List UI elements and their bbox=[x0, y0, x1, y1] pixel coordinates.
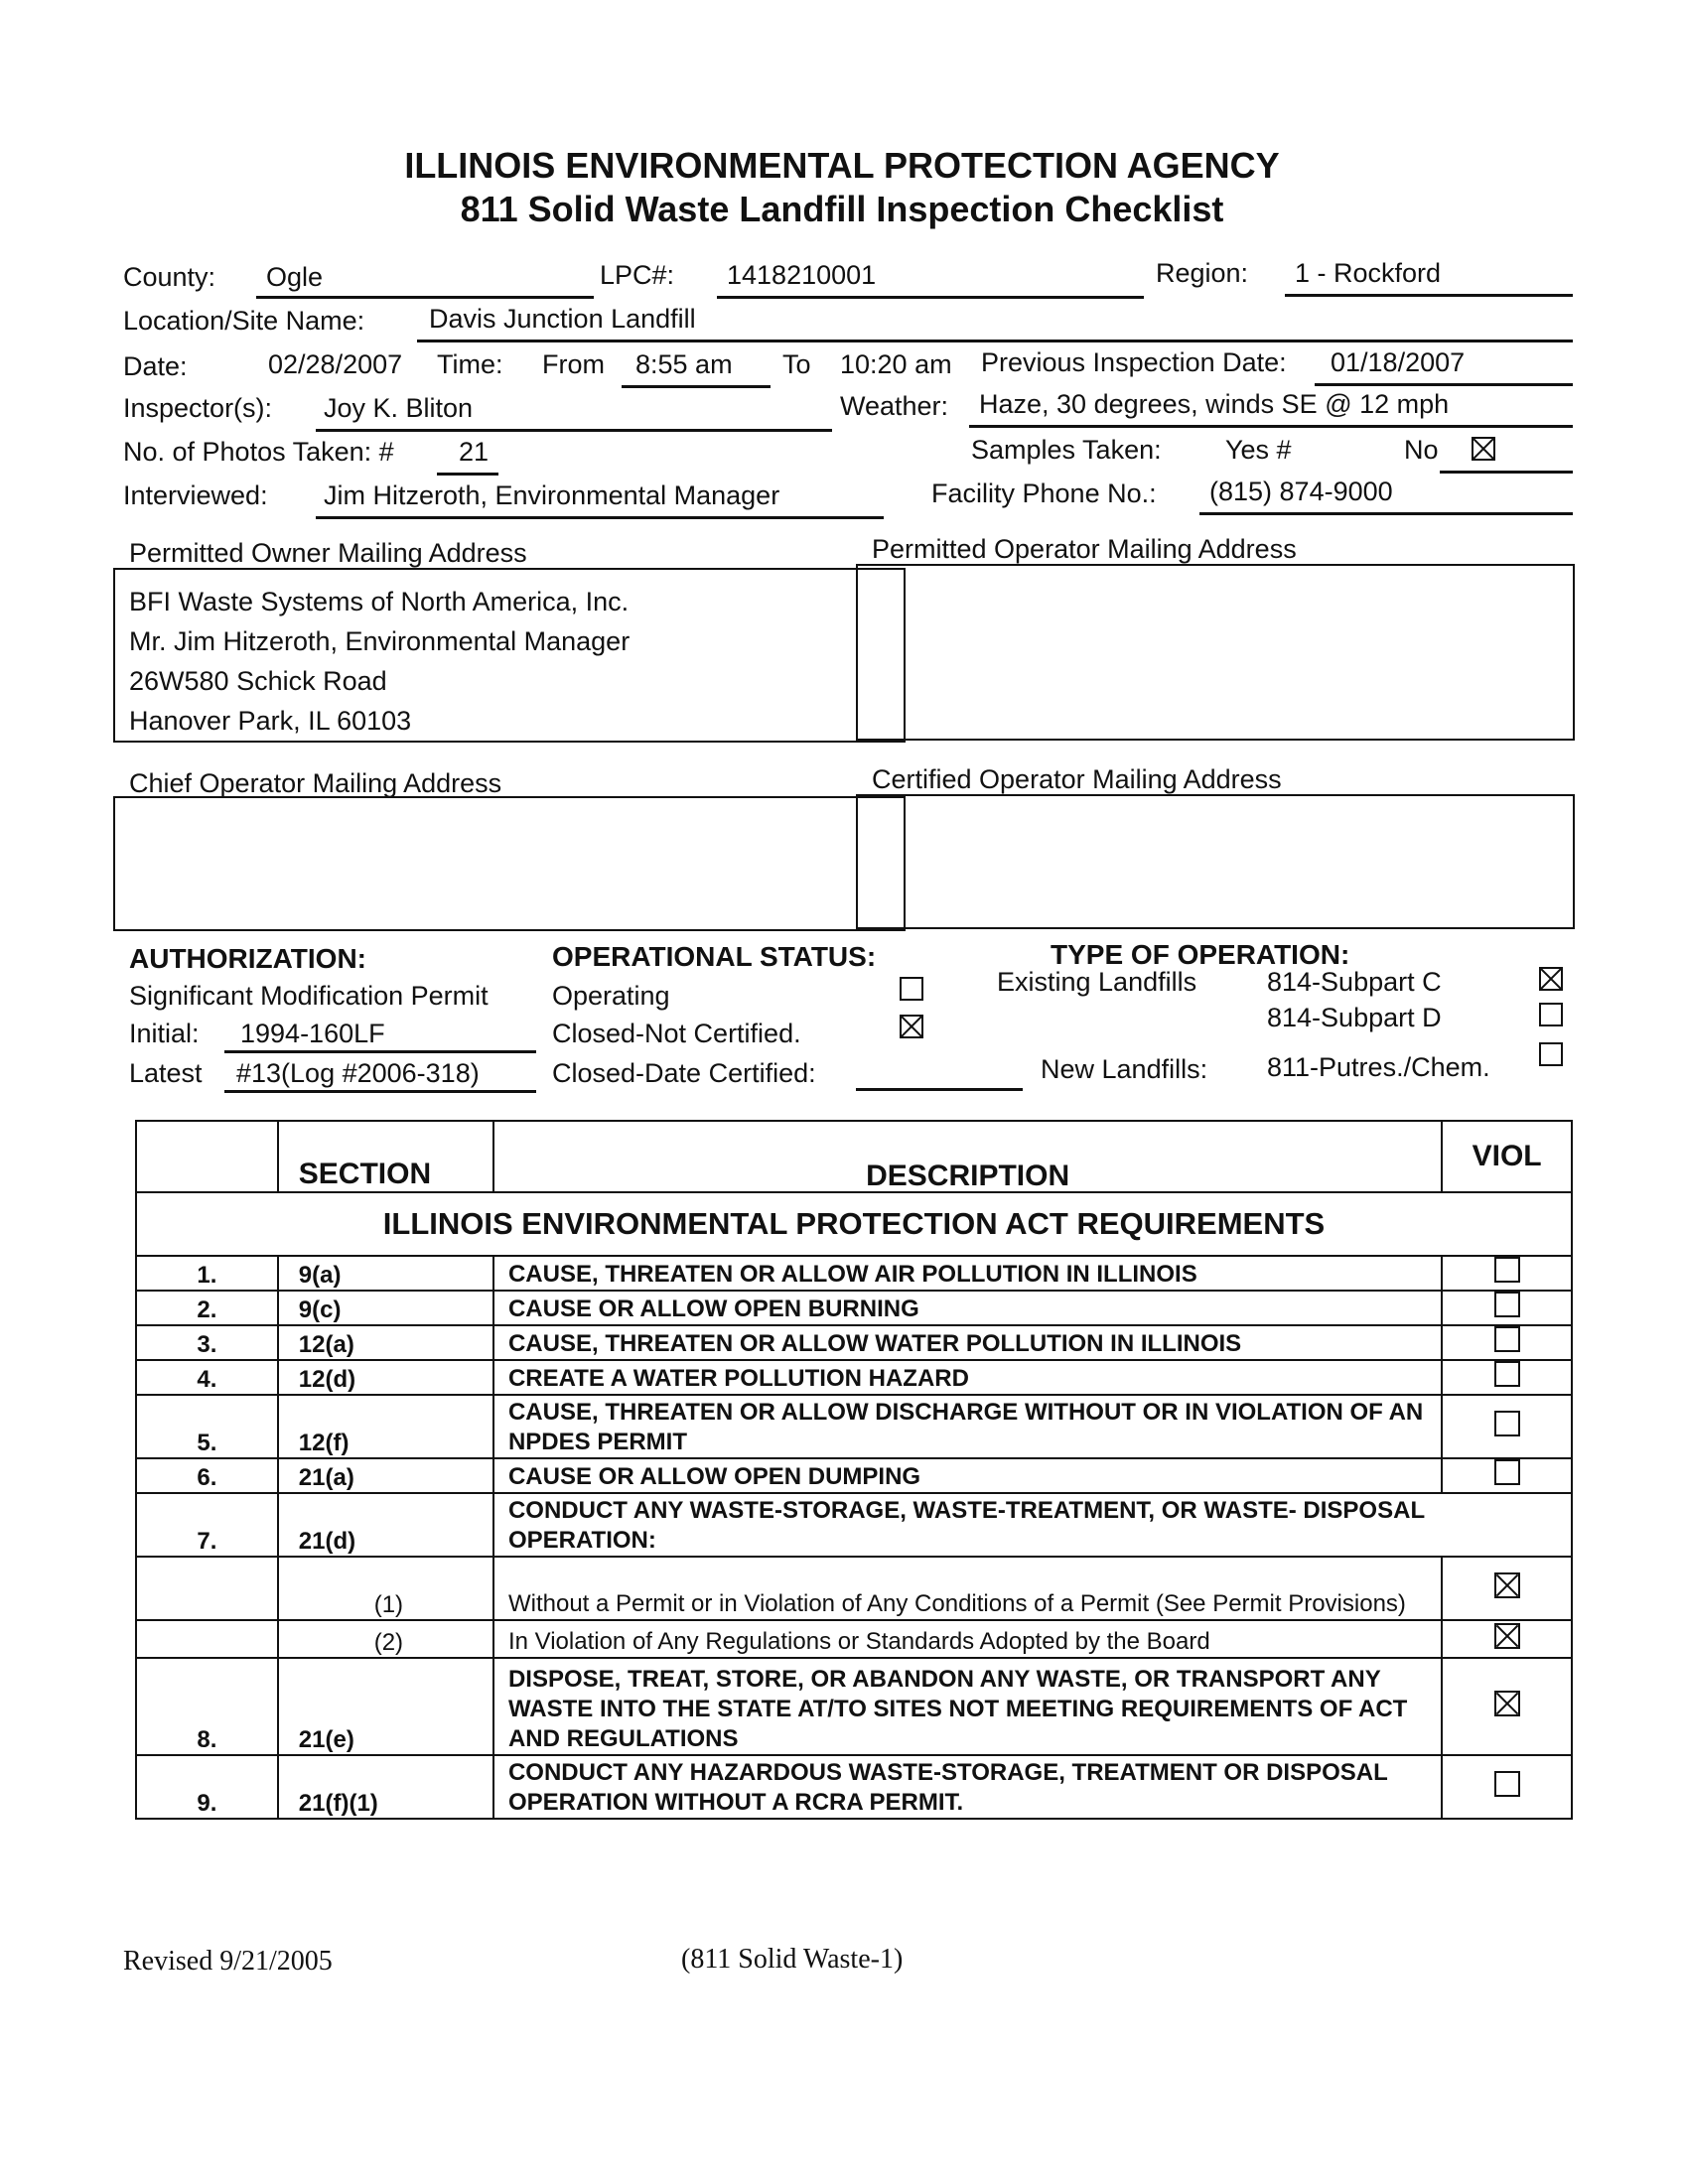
row-section: 12(d) bbox=[278, 1360, 493, 1395]
owner-line: 26W580 Schick Road bbox=[129, 666, 387, 696]
phone-value: (815) 874-9000 bbox=[1209, 477, 1393, 506]
row-section: 9(c) bbox=[278, 1291, 493, 1325]
subpart-d-label: 814-Subpart D bbox=[1267, 1003, 1442, 1032]
table-row bbox=[136, 1325, 1572, 1360]
owner-address-box bbox=[113, 568, 906, 743]
closed-not-certified-checkbox[interactable] bbox=[900, 1015, 923, 1038]
row-section: 21(d) bbox=[278, 1493, 493, 1557]
samples-yes-label: Yes # bbox=[1225, 435, 1292, 465]
chief-address-box bbox=[113, 796, 906, 931]
operating-label: Operating bbox=[552, 981, 670, 1011]
photos-label: No. of Photos Taken: # bbox=[123, 437, 394, 467]
date-label: Date: bbox=[123, 351, 188, 381]
row-description: CONDUCT ANY WASTE-STORAGE, WASTE-TREATMENT, OR WASTE- DISPOSAL OPERATION: bbox=[493, 1493, 1572, 1557]
county-label: County: bbox=[123, 262, 216, 292]
row-description: CONDUCT ANY HAZARDOUS WASTE-STORAGE, TREATMENT OR DISPOSAL OPERATION WITHOUT A RCRA PERMIT. bbox=[493, 1755, 1442, 1819]
operational-status-heading: OPERATIONAL STATUS: bbox=[552, 941, 877, 972]
row-description: CAUSE OR ALLOW OPEN BURNING bbox=[493, 1291, 1442, 1325]
table-banner-row bbox=[136, 1192, 1572, 1256]
owner-line: Mr. Jim Hitzeroth, Environmental Manager bbox=[129, 626, 631, 656]
time-label: Time: bbox=[437, 349, 503, 379]
phone-label: Facility Phone No.: bbox=[931, 478, 1157, 508]
operator-address-label: Permitted Operator Mailing Address bbox=[872, 534, 1297, 564]
col-viol: VIOL bbox=[1442, 1121, 1572, 1192]
row-description: CAUSE, THREATEN OR ALLOW AIR POLLUTION IN ILLINOIS bbox=[493, 1256, 1442, 1291]
region-label: Region: bbox=[1156, 258, 1249, 288]
lpc-label: LPC#: bbox=[600, 260, 675, 290]
initial-value: 1994-160LF bbox=[240, 1019, 385, 1048]
samples-no-label: No bbox=[1404, 435, 1439, 465]
row-description: CREATE A WATER POLLUTION HAZARD bbox=[493, 1360, 1442, 1395]
viol-checkbox[interactable] bbox=[1494, 1411, 1520, 1436]
viol-checkbox[interactable] bbox=[1494, 1572, 1520, 1598]
row-description: CAUSE, THREATEN OR ALLOW WATER POLLUTION IN ILLINOIS bbox=[493, 1325, 1442, 1360]
closed-not-certified-label: Closed-Not Certified. bbox=[552, 1019, 801, 1048]
viol-checkbox[interactable] bbox=[1494, 1257, 1520, 1283]
row-number: 9. bbox=[136, 1755, 278, 1819]
table-row bbox=[136, 1256, 1572, 1291]
row-number: 8. bbox=[136, 1658, 278, 1755]
row-section: (2) bbox=[278, 1620, 493, 1658]
col-section: SECTION bbox=[278, 1121, 493, 1192]
requirements-table bbox=[135, 1120, 1573, 1820]
latest-label: Latest bbox=[129, 1058, 203, 1088]
revised-date: Revised 9/21/2005 bbox=[123, 1946, 333, 1977]
samples-no-checkbox[interactable] bbox=[1472, 437, 1495, 461]
authorization-heading: AUTHORIZATION: bbox=[129, 943, 366, 974]
table-row bbox=[136, 1395, 1572, 1458]
putres-label: 811-Putres./Chem. bbox=[1267, 1052, 1490, 1082]
row-number bbox=[136, 1620, 278, 1658]
initial-label: Initial: bbox=[129, 1019, 200, 1048]
viol-checkbox[interactable] bbox=[1494, 1459, 1520, 1485]
weather-value: Haze, 30 degrees, winds SE @ 12 mph bbox=[979, 389, 1450, 419]
owner-line: BFI Waste Systems of North America, Inc. bbox=[129, 587, 630, 616]
row-section: (1) bbox=[278, 1557, 493, 1620]
region-value: 1 - Rockford bbox=[1295, 258, 1442, 288]
date-value: 02/28/2007 bbox=[268, 349, 403, 379]
row-section: 21(e) bbox=[278, 1658, 493, 1755]
col-description: DESCRIPTION bbox=[493, 1121, 1442, 1192]
row-section: 9(a) bbox=[278, 1256, 493, 1291]
subpart-c-label: 814-Subpart C bbox=[1267, 967, 1442, 997]
operator-address-box bbox=[856, 564, 1575, 741]
time-to-value: 10:20 am bbox=[840, 349, 952, 379]
table-row bbox=[136, 1493, 1572, 1557]
owner-line: Hanover Park, IL 60103 bbox=[129, 706, 412, 736]
table-header-row bbox=[136, 1121, 1572, 1192]
owner-address-label: Permitted Owner Mailing Address bbox=[129, 538, 527, 568]
putres-checkbox[interactable] bbox=[1539, 1042, 1563, 1066]
viol-checkbox[interactable] bbox=[1494, 1623, 1520, 1649]
latest-value: #13(Log #2006-318) bbox=[236, 1058, 480, 1088]
type-of-operation-heading: TYPE OF OPERATION: bbox=[1051, 939, 1350, 970]
closed-date-certified-label: Closed-Date Certified: bbox=[552, 1058, 816, 1088]
table-row bbox=[136, 1557, 1572, 1620]
interviewed-label: Interviewed: bbox=[123, 480, 268, 510]
location-value: Davis Junction Landfill bbox=[429, 304, 696, 334]
interviewed-value: Jim Hitzeroth, Environmental Manager bbox=[324, 480, 780, 510]
row-section: 12(a) bbox=[278, 1325, 493, 1360]
viol-checkbox[interactable] bbox=[1494, 1691, 1520, 1716]
photos-value: 21 bbox=[459, 437, 490, 467]
location-label: Location/Site Name: bbox=[123, 306, 365, 336]
operating-checkbox[interactable] bbox=[900, 977, 923, 1001]
row-description: CAUSE OR ALLOW OPEN DUMPING bbox=[493, 1458, 1442, 1493]
row-description: Without a Permit or in Violation of Any Conditions of a Permit (See Permit Provisions) bbox=[493, 1557, 1442, 1620]
row-number: 1. bbox=[136, 1256, 278, 1291]
viol-checkbox[interactable] bbox=[1494, 1361, 1520, 1387]
row-number: 7. bbox=[136, 1493, 278, 1557]
form-title: 811 Solid Waste Landfill Inspection Checklist bbox=[460, 189, 1224, 229]
existing-landfills-label: Existing Landfills bbox=[997, 967, 1197, 997]
row-number: 3. bbox=[136, 1325, 278, 1360]
to-label: To bbox=[782, 349, 811, 379]
certified-address-label: Certified Operator Mailing Address bbox=[872, 764, 1282, 794]
act-requirements-banner: ILLINOIS ENVIRONMENTAL PROTECTION ACT REQUIREMENTS bbox=[136, 1192, 1572, 1256]
certified-address-box bbox=[856, 794, 1575, 929]
inspector-value: Joy K. Bliton bbox=[324, 393, 474, 423]
row-description: DISPOSE, TREAT, STORE, OR ABANDON ANY WASTE, OR TRANSPORT ANY WASTE INTO THE STATE AT/TO SITES NOT MEETING REQUIREMENTS OF ACT AND REGULATIONS bbox=[493, 1658, 1442, 1755]
chief-address-label: Chief Operator Mailing Address bbox=[129, 768, 502, 798]
table-row bbox=[136, 1458, 1572, 1493]
subpart-d-checkbox[interactable] bbox=[1539, 1003, 1563, 1026]
lpc-value: 1418210001 bbox=[727, 260, 877, 290]
permit-label: Significant Modification Permit bbox=[129, 981, 489, 1011]
row-section: 12(f) bbox=[278, 1395, 493, 1458]
time-from-value: 8:55 am bbox=[635, 349, 733, 379]
form-number: (811 Solid Waste-1) bbox=[681, 1944, 904, 1975]
prev-inspection-value: 01/18/2007 bbox=[1331, 347, 1466, 377]
row-number: 5. bbox=[136, 1395, 278, 1458]
viol-checkbox[interactable] bbox=[1494, 1292, 1520, 1317]
viol-checkbox[interactable] bbox=[1494, 1326, 1520, 1352]
row-description: In Violation of Any Regulations or Standards Adopted by the Board bbox=[493, 1620, 1442, 1658]
table-row bbox=[136, 1291, 1572, 1325]
agency-title: ILLINOIS ENVIRONMENTAL PROTECTION AGENCY bbox=[404, 145, 1280, 186]
row-section: 21(f)(1) bbox=[278, 1755, 493, 1819]
table-row bbox=[136, 1755, 1572, 1819]
subpart-c-checkbox[interactable] bbox=[1539, 967, 1563, 991]
new-landfills-label: New Landfills: bbox=[1041, 1054, 1208, 1084]
row-number: 4. bbox=[136, 1360, 278, 1395]
table-row bbox=[136, 1658, 1572, 1755]
county-value: Ogle bbox=[266, 262, 324, 292]
prev-inspection-label: Previous Inspection Date: bbox=[981, 347, 1287, 377]
row-number bbox=[136, 1557, 278, 1620]
viol-checkbox[interactable] bbox=[1494, 1771, 1520, 1797]
row-number: 6. bbox=[136, 1458, 278, 1493]
inspector-label: Inspector(s): bbox=[123, 393, 273, 423]
row-section: 21(a) bbox=[278, 1458, 493, 1493]
row-number: 2. bbox=[136, 1291, 278, 1325]
from-label: From bbox=[542, 349, 605, 379]
row-description: CAUSE, THREATEN OR ALLOW DISCHARGE WITHOUT OR IN VIOLATION OF AN NPDES PERMIT bbox=[493, 1395, 1442, 1458]
table-row bbox=[136, 1620, 1572, 1658]
samples-label: Samples Taken: bbox=[971, 435, 1162, 465]
table-row bbox=[136, 1360, 1572, 1395]
weather-label: Weather: bbox=[840, 391, 949, 421]
